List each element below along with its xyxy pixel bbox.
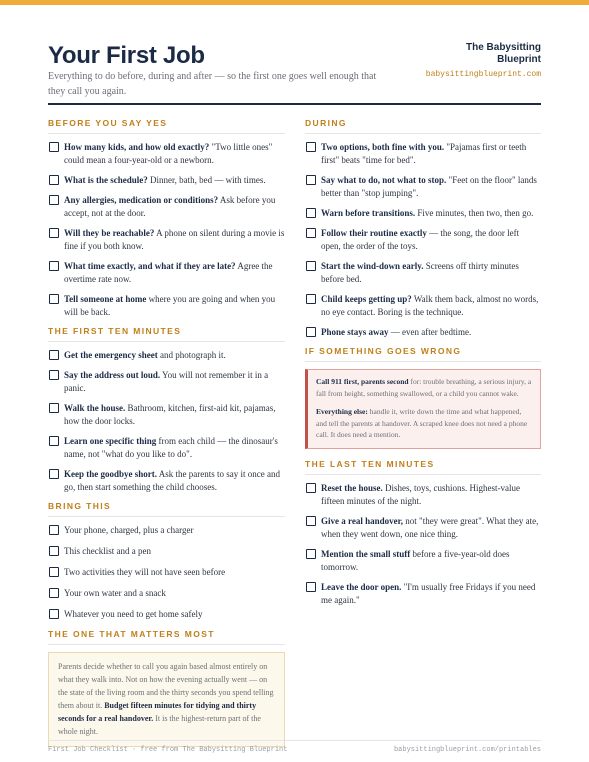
- checklist-item[interactable]: Say what to do, not what to stop. "Feet on the floor" lands better than "stop jumping".: [305, 174, 541, 200]
- checklist-item[interactable]: How many kids, and how old exactly? "Two little ones" could mean a four-year-old or a newborn.: [48, 141, 285, 167]
- checkbox[interactable]: [49, 609, 59, 619]
- footer-left-text: First Job Checklist · free from The Babysitting Blueprint: [48, 746, 288, 754]
- checkbox[interactable]: [49, 567, 59, 577]
- checklist-before: [48, 141, 285, 319]
- header-divider: [48, 103, 541, 105]
- page-subtitle: Everything to do before, during and after — so the first one goes well enough that they call you again.: [48, 71, 377, 97]
- checkbox[interactable]: [306, 516, 316, 526]
- checkbox[interactable]: [306, 261, 316, 271]
- checkbox[interactable]: [306, 327, 316, 337]
- checklist-item[interactable]: Walk the house. Bathroom, kitchen, first-aid kit, pajamas, how the door locks.: [48, 402, 285, 428]
- brand-name: The Babysitting Blueprint: [465, 42, 541, 65]
- checkbox[interactable]: [49, 546, 59, 556]
- checkbox[interactable]: [49, 350, 59, 360]
- checkbox[interactable]: [306, 175, 316, 185]
- checkbox[interactable]: [306, 549, 316, 559]
- section-heading-first-ten: THE FIRST TEN MINUTES: [48, 326, 285, 342]
- checklist-item[interactable]: What is the schedule? Dinner, bath, bed — with times.: [48, 174, 285, 187]
- footer-link[interactable]: babysittingblueprint.com/printables: [393, 746, 541, 754]
- checklist-item[interactable]: Two activities they will not have seen before: [48, 566, 285, 579]
- checklist-item[interactable]: Your phone, charged, plus a charger: [48, 524, 285, 537]
- callout-matters-most: Parents decide whether to call you again based almost entirely on what they walk into. Not on how the evening actually went — on the state of the living room and the thirty seconds you spend telling them about it. Budget fifteen minutes for tidying and thirty seconds for a real handover. It is the highest-return part of the whole night.: [48, 652, 285, 747]
- checkbox[interactable]: [49, 142, 59, 152]
- checklist-item[interactable]: Your own water and a snack: [48, 587, 285, 600]
- page-header: [48, 42, 541, 97]
- checklist-item[interactable]: Learn one specific thing from each child — the dinosaur's name, not "what do you like to do".: [48, 435, 285, 461]
- checkbox[interactable]: [306, 483, 316, 493]
- checkbox[interactable]: [49, 436, 59, 446]
- left-column: [48, 118, 285, 747]
- checkbox[interactable]: [49, 261, 59, 271]
- page-footer: [48, 740, 541, 754]
- section-heading-bring: BRING THIS: [48, 501, 285, 517]
- checkbox[interactable]: [49, 403, 59, 413]
- section-heading-before: BEFORE YOU SAY YES: [48, 118, 285, 134]
- checkbox[interactable]: [49, 294, 59, 304]
- brand-url[interactable]: babysittingblueprint.com: [425, 70, 541, 79]
- checklist-item[interactable]: Say the address out loud. You will not remember it in a panic.: [48, 369, 285, 395]
- top-accent-bar: [0, 0, 589, 5]
- checkbox[interactable]: [306, 582, 316, 592]
- page-title: Your First Job: [48, 42, 205, 69]
- checkbox[interactable]: [49, 175, 59, 185]
- checklist-item[interactable]: Any allergies, medication or conditions? Ask before you accept, not at the door.: [48, 194, 285, 220]
- section-heading-matters: THE ONE THAT MATTERS MOST: [48, 629, 285, 645]
- checkbox[interactable]: [49, 370, 59, 380]
- checklist-item[interactable]: Whatever you need to get home safely: [48, 608, 285, 621]
- checklist-item[interactable]: Two options, both fine with you. "Pajamas first or teeth first" beats "time for bed".: [305, 141, 541, 167]
- checklist-item[interactable]: Start the wind-down early. Screens off thirty minutes before bed.: [305, 260, 541, 286]
- checkbox[interactable]: [49, 228, 59, 238]
- checkbox[interactable]: [306, 208, 316, 218]
- checkbox[interactable]: [306, 228, 316, 238]
- checkbox[interactable]: [306, 142, 316, 152]
- checkbox[interactable]: [49, 469, 59, 479]
- section-heading-during: DURING: [305, 118, 541, 134]
- checkbox[interactable]: [306, 294, 316, 304]
- checklist-item[interactable]: This checklist and a pen: [48, 545, 285, 558]
- checklist-first-ten: [48, 349, 285, 494]
- checklist-item[interactable]: Get the emergency sheet and photograph it.: [48, 349, 285, 362]
- checklist-item[interactable]: Child keeps getting up? Walk them back, almost no words, no eye contact. Boring is the technique.: [305, 293, 541, 319]
- checklist-item[interactable]: Give a real handover, not "they were great". What they ate, when they went down, one nice thing.: [305, 515, 541, 541]
- checklist-item[interactable]: Tell someone at home where you are going and when you will be back.: [48, 293, 285, 319]
- section-heading-wrong: IF SOMETHING GOES WRONG: [305, 346, 541, 362]
- checklist-item[interactable]: What time exactly, and what if they are late? Agree the overtime rate now.: [48, 260, 285, 286]
- callout-emergency: [305, 369, 541, 449]
- checkbox[interactable]: [49, 195, 59, 205]
- checklist-item[interactable]: Phone stays away — even after bedtime.: [305, 326, 541, 339]
- checklist-bring: [48, 524, 285, 621]
- section-heading-last-ten: THE LAST TEN MINUTES: [305, 459, 541, 475]
- checklist-during: [305, 141, 541, 339]
- emergency-paragraph: Call 911 first, parents second for: trouble breathing, a serious injury, a fall from height, something swallowed, or a child you cannot wake.: [316, 377, 532, 398]
- non-emergency-paragraph: Everything else: handle it, write down the time and what happened, and tell the parents at handover. A scraped knee does not need a phone call. It does need a mention.: [316, 407, 528, 439]
- right-column: [305, 118, 541, 614]
- checklist-item[interactable]: Follow their routine exactly — the song, the door left open, the order of the toys.: [305, 227, 541, 253]
- checklist-last-ten: [305, 482, 541, 607]
- checklist-item[interactable]: Reset the house. Dishes, toys, cushions. Highest-value fifteen minutes of the night.: [305, 482, 541, 508]
- checklist-item[interactable]: Mention the small stuff before a five-year-old does tomorrow.: [305, 548, 541, 574]
- checklist-item[interactable]: Will they be reachable? A phone on silent during a movie is fine if you both know.: [48, 227, 285, 253]
- checklist-item[interactable]: Leave the door open. "I'm usually free Fridays if you need me again.": [305, 581, 541, 607]
- checklist-item[interactable]: Warn before transitions. Five minutes, then two, then go.: [305, 207, 541, 220]
- checkbox[interactable]: [49, 525, 59, 535]
- checklist-item[interactable]: Keep the goodbye short. Ask the parents to say it once and go, then start something the child chooses.: [48, 468, 285, 494]
- brand-block: [426, 42, 541, 79]
- checkbox[interactable]: [49, 588, 59, 598]
